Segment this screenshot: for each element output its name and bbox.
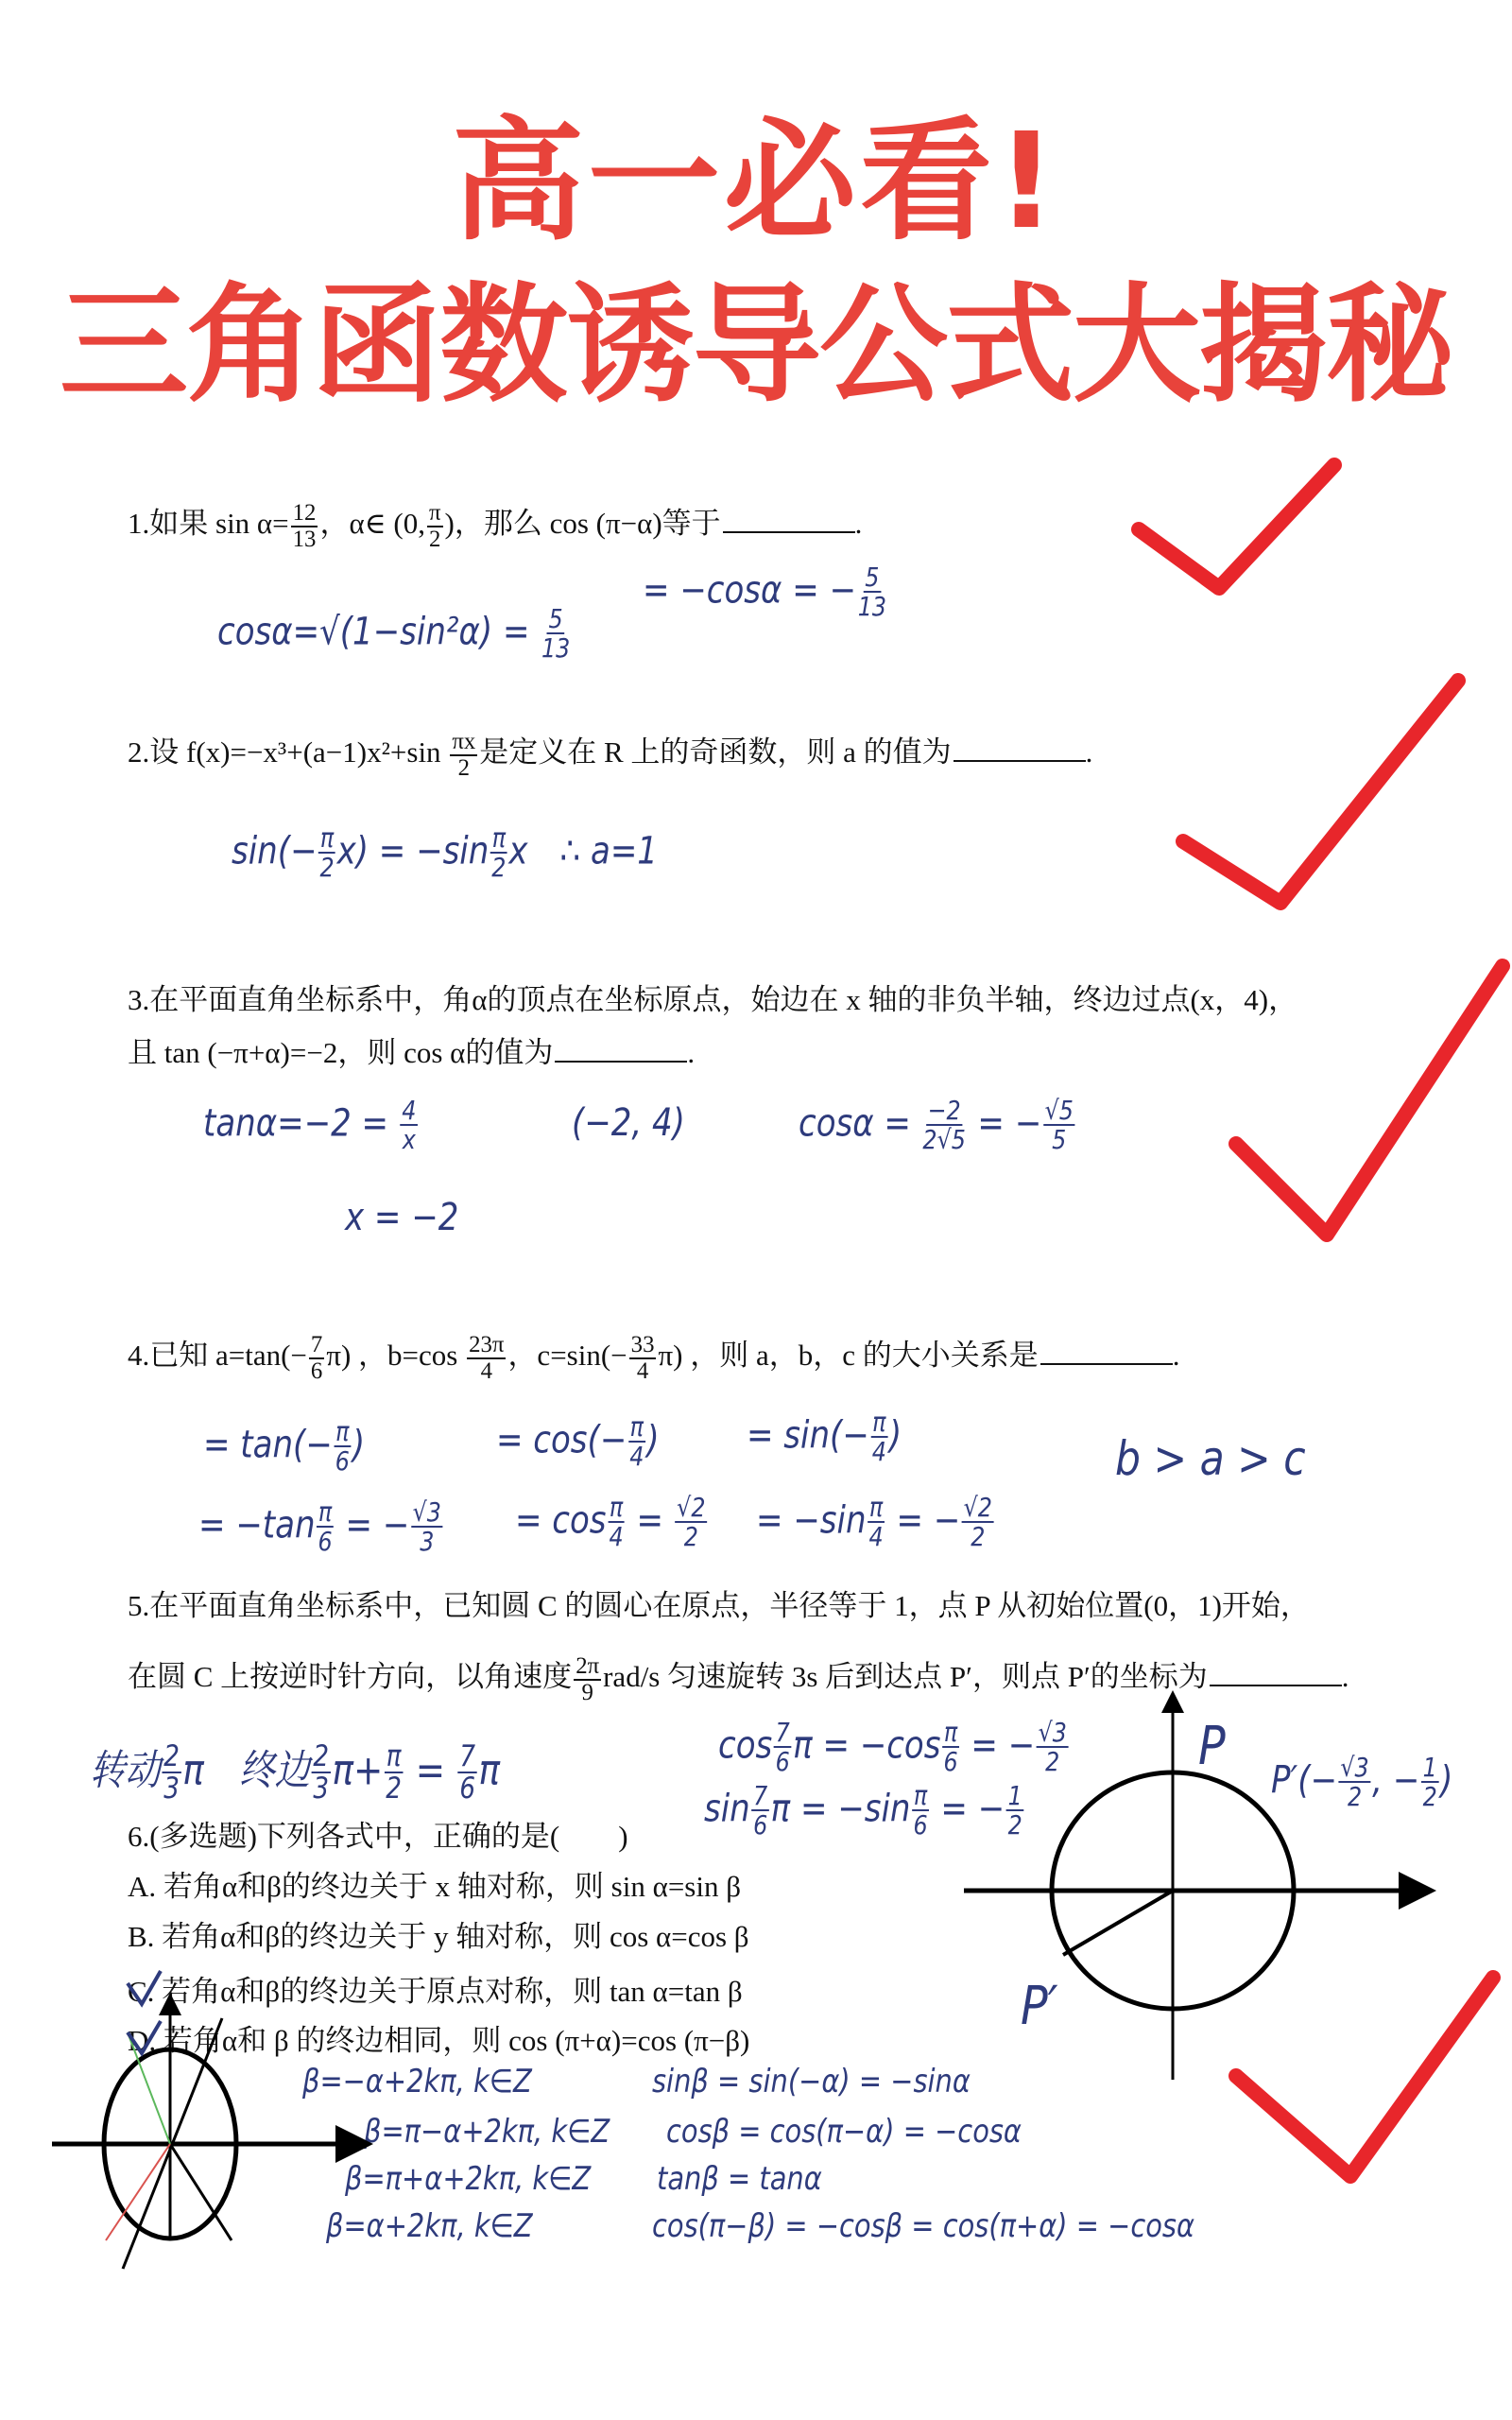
text-segment: cosα=√(1−sin²α) = [217,610,541,654]
small-circle-diagram [52,2004,354,2269]
text-segment: β=π+α+2kπ, k∈Z [345,2160,592,2198]
text-segment: π+ [332,1746,384,1795]
fraction-denominator: 2√5 [922,1124,966,1156]
fraction-denominator: 5 [1052,1124,1067,1156]
text-segment: ) [646,1418,660,1462]
fraction-numerator: 7 [753,1780,768,1811]
text-segment: . [1085,735,1093,769]
text-segment: = sin(− [747,1413,869,1458]
fraction-numerator: 1 [1007,1780,1022,1811]
fraction-denominator: 3 [163,1772,180,1806]
fraction-denominator: 2 [319,852,335,884]
checkmark-icon-q1 [1139,465,1334,588]
fraction-denominator: 2 [1347,1781,1363,1813]
text-segment: . [1172,1339,1180,1373]
fraction-denominator: 6 [913,1809,928,1841]
fraction-numerator: π [386,1739,402,1773]
fraction-numerator: √3 [1340,1752,1369,1783]
text-segment: 5.在平面直角坐标系中，已知圆 C 的圆心在原点，半径等于 1，点 P 从初始位置(0，1)开始， [128,1589,1310,1622]
text-segment: = cos [515,1498,607,1543]
fraction-numerator: −2 [927,1095,961,1126]
text-segment: 是定义在 R 上的奇函数，则 a 的值为 [479,735,952,769]
fraction-denominator: x [402,1124,416,1156]
checkmark-icon-q4 [1236,1978,1493,2176]
fraction-numerator: π [868,1492,884,1523]
text-segment: D. 若角α和 β 的终边相同，则 cos (π+α)=cos (π−β) [128,2024,750,2057]
text-segment: cos [718,1723,773,1768]
fraction-denominator: 6 [318,1526,333,1558]
text-segment: ，c=sin(− [507,1339,627,1373]
text-segment: = cos(− [496,1418,627,1462]
fraction-numerator: 7 [309,1333,324,1359]
text-segment: = − [960,1723,1036,1768]
fraction-numerator: π [427,501,443,527]
text-segment: 且 tan (−π+α)=−2，则 cos α的值为 [128,1036,554,1069]
text-segment: tanβ = tanα [657,2160,822,2198]
fraction-numerator: 7 [775,1717,790,1748]
title-line-2: 三角函数诱导公式大揭秘 [60,271,1452,421]
text-segment: = −sin [756,1498,867,1543]
text-segment: P′(− [1271,1758,1337,1803]
text-segment: = − [335,1503,410,1547]
terminal-side [1063,1891,1173,1955]
diagram-label-p-prime: P′ [1021,1976,1058,2037]
check-option-d-icon [128,2021,161,2053]
text-segment: = tan(− [203,1423,333,1467]
text-segment: ) [888,1413,902,1458]
text-segment: cosα = [799,1101,921,1146]
fraction-numerator: √2 [677,1492,706,1523]
text-segment: . [1341,1660,1349,1694]
fraction-numerator: 2 [163,1739,180,1773]
text-segment: rad/s 匀速旋转 3s 后到达点 P′，则点 P′的坐标为 [603,1660,1208,1694]
fraction-numerator: 12 [291,501,318,527]
fraction-denominator: 4 [609,1521,624,1553]
text-segment: π = −cos [793,1723,941,1768]
fraction-numerator: π [872,1407,886,1438]
fraction-denominator: 6 [775,1746,790,1778]
fraction-denominator: 6 [335,1445,350,1478]
text-segment: β=−α+2kπ, k∈Z [302,2063,532,2100]
text-segment: ) [1440,1758,1453,1803]
diagram-label-p: P [1198,1716,1226,1777]
fraction-numerator: 1 [1422,1752,1437,1783]
text-segment: 2.设 f(x)=−x³+(a−1)x²+sin [128,735,449,769]
fraction-numerator: 5 [548,603,563,634]
text-segment: π = −sin [770,1787,911,1831]
fraction-denominator: 4 [629,1441,644,1473]
text-segment: x) = −sin [336,829,490,873]
fraction-denominator: 3 [420,1526,435,1558]
fraction-numerator: π [609,1492,624,1523]
fraction-numerator: π [913,1780,928,1811]
fraction-numerator: 2 [313,1739,330,1773]
fraction-numerator: 33 [629,1333,657,1359]
text-segment: π [478,1746,500,1795]
fraction-numerator: 5 [865,562,880,593]
fraction-numerator: 4 [402,1095,417,1126]
fraction-numerator: πx [450,730,477,756]
fraction-numerator: π [335,1416,350,1447]
fraction-denominator: 2 [386,1772,402,1806]
fraction-denominator: 13 [541,632,571,665]
fraction-denominator: 4 [480,1358,492,1385]
fraction-denominator: 2 [683,1521,698,1553]
fraction-numerator: π [319,822,335,854]
text-segment: = [404,1746,456,1795]
text-segment: 在圆 C 上按逆时针方向，以角速度 [128,1660,573,1694]
text-segment: . [687,1036,696,1069]
fraction-numerator: √2 [963,1492,992,1523]
fraction-denominator: 2 [971,1521,986,1553]
text-segment: cosβ = cos(π−α) = −cosα [666,2113,1022,2151]
text-segment: 3.在平面直角坐标系中，角α的顶点在坐标原点，始边在 x 轴的非负半轴，终边过点(x，4)， [128,983,1298,1016]
text-segment: b > a > c [1115,1431,1306,1486]
fraction-numerator: 7 [459,1739,476,1773]
fraction-denominator: 2 [429,527,441,553]
checkmark-icon-q2 [1183,681,1458,903]
fraction-denominator: 4 [868,1521,884,1553]
text-segment: β=π−α+2kπ, k∈Z [364,2113,610,2151]
text-segment: B. 若角α和β的终边关于 y 轴对称，则 cos α=cos β [128,1920,749,1953]
fraction-denominator: 6 [753,1809,768,1841]
text-segment: = − [885,1498,961,1543]
text-segment: sin [704,1787,750,1831]
fraction-denominator: 13 [292,527,317,553]
text-segment: tanα=−2 = [203,1101,399,1146]
fraction-numerator: √3 [412,1496,441,1528]
fraction-numerator: 2π [574,1654,601,1681]
text-segment: = −cosα = − [643,568,857,613]
red-checkmarks [1139,465,1503,2176]
fraction-denominator: 2 [491,852,507,884]
fraction-numerator: 23π [467,1333,506,1359]
fraction-numerator: π [491,822,507,854]
fraction-numerator: √3 [1038,1717,1067,1748]
fraction-denominator: 13 [857,591,887,623]
fraction-numerator: π [943,1717,958,1748]
text-segment: cos(π−β) = −cosβ = cos(π+α) = −cosα [652,2207,1195,2245]
fraction-denominator: 2 [1007,1809,1022,1841]
text-segment: x ∴ a=1 [508,829,658,873]
text-segment: , − [1372,1758,1420,1803]
text-segment: sinβ = sin(−α) = −sinα [652,2063,971,2100]
text-segment: A. 若角α和β的终边关于 x 轴对称，则 sin α=sin β [128,1870,742,1903]
text-segment: = −tan [198,1503,316,1547]
text-segment: x = −2 [345,1196,459,1239]
option-checks [128,1971,161,2053]
fraction-denominator: 2 [457,755,470,782]
text-segment: 1.如果 sin α= [128,507,289,541]
fraction-denominator: 2 [1422,1781,1437,1813]
fraction-denominator: 2 [1045,1746,1060,1778]
text-segment: (−2, 4) [572,1101,685,1145]
text-segment: 转动 [90,1746,161,1795]
text-segment: π 终边 [182,1746,310,1795]
text-segment: sin(− [232,829,318,873]
text-segment: . [854,507,863,541]
unit-circle-diagram [964,1702,1418,2080]
fraction-numerator: π [318,1496,333,1528]
text-segment: = [626,1498,674,1543]
text-segment: = − [967,1101,1042,1146]
text-segment: 6.(多选题)下列各式中，正确的是( ) [128,1820,628,1853]
text-segment: 4.已知 a=tan(− [128,1339,307,1373]
text-segment: ) [352,1423,366,1467]
fraction-numerator: π [629,1411,644,1443]
fraction-denominator: 4 [636,1358,649,1385]
title-line-1: 高一必看! [452,105,1060,259]
text-segment: π) ，b=cos [326,1339,466,1373]
text-segment: β=α+2kπ, k∈Z [326,2207,533,2245]
checkmark-icon-q3 [1236,966,1503,1235]
fraction-denominator: 9 [581,1680,593,1706]
fraction-numerator: √5 [1044,1095,1074,1126]
fraction-denominator: 6 [943,1746,958,1778]
fraction-denominator: 6 [310,1358,323,1385]
text-segment: π) ，则 a，b，c 的大小关系是 [658,1339,1039,1373]
check-option-c-icon [128,1971,161,2004]
fraction-denominator: 4 [871,1436,886,1468]
text-segment: = − [930,1787,1005,1831]
fraction-denominator: 3 [313,1772,330,1806]
fraction-denominator: 6 [459,1772,476,1806]
text-segment: C. 若角α和β的终边关于原点对称，则 tan α=tan β [128,1975,743,2008]
text-segment: ，α∈ (0, [319,507,425,541]
text-segment: )，那么 cos (π−α)等于 [444,507,721,541]
